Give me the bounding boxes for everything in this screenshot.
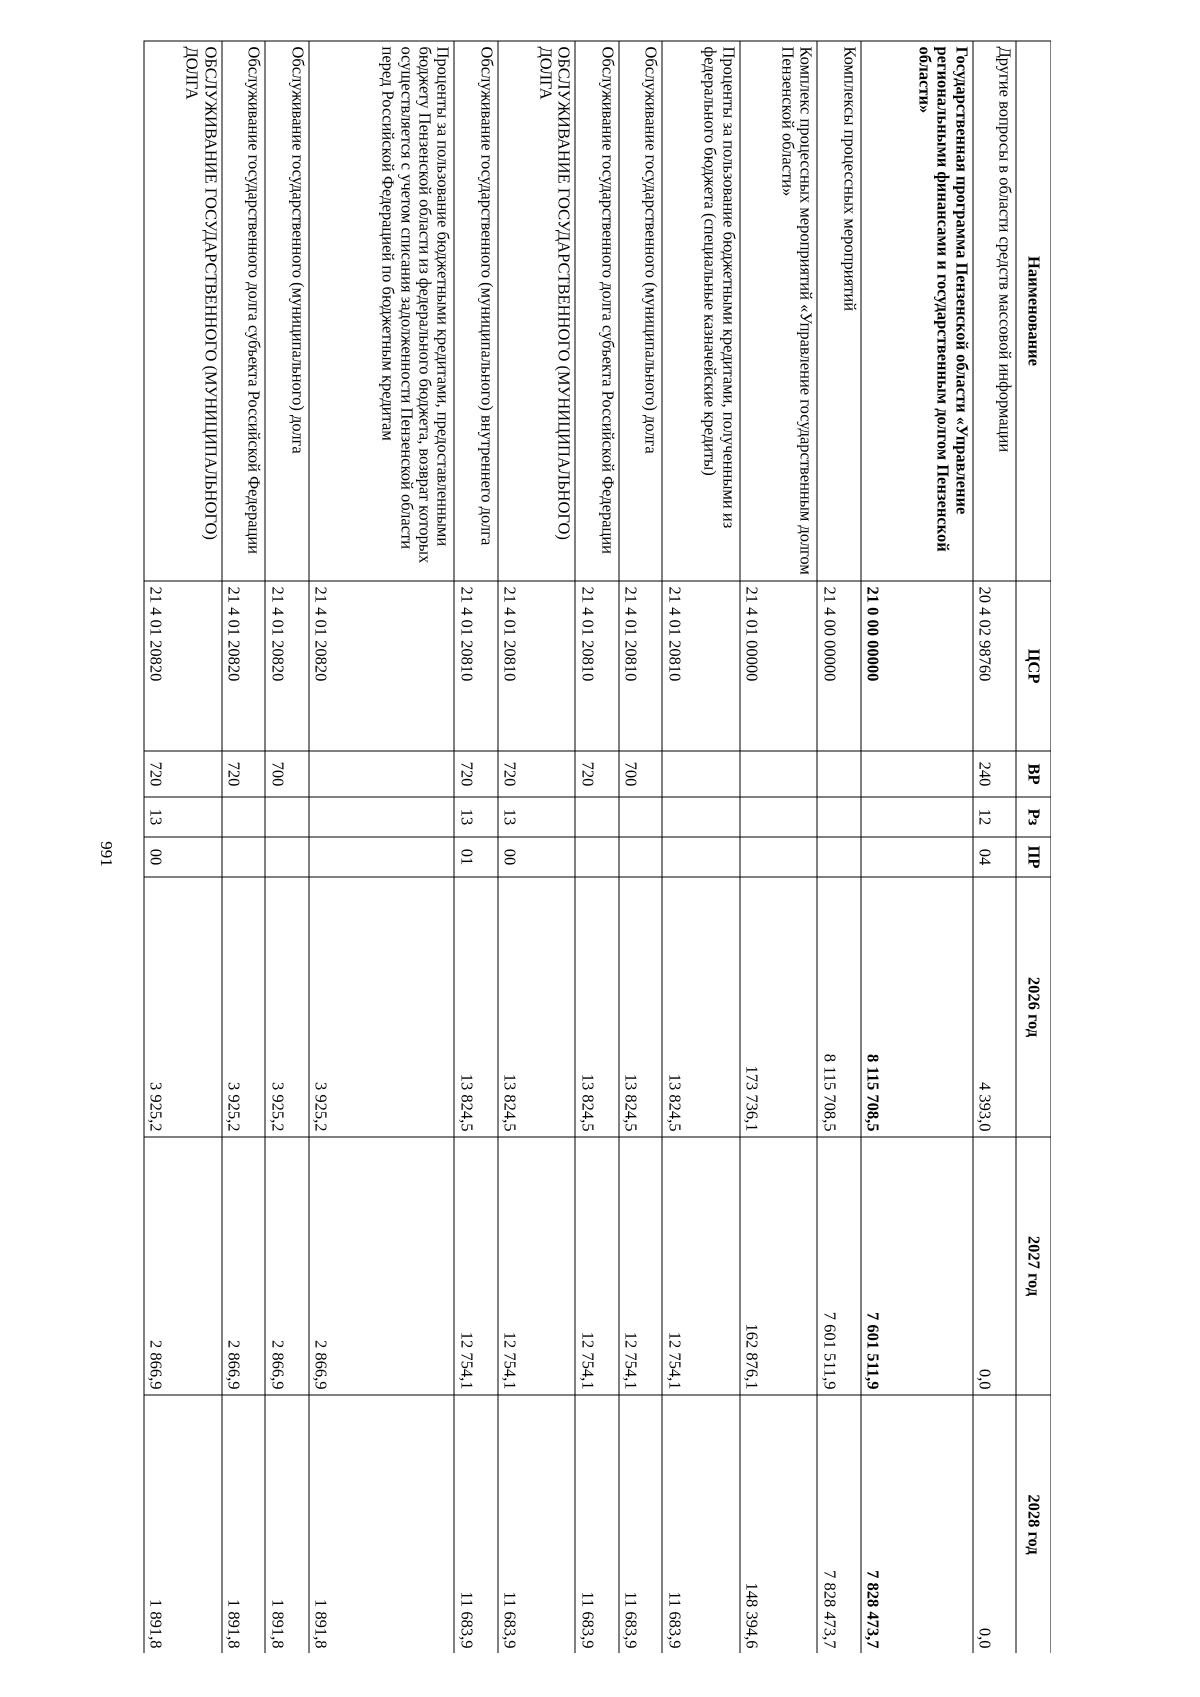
table-row (308, 41, 454, 1654)
row-csr: 21 4 01 20820 (144, 581, 222, 751)
row-rz (265, 797, 308, 837)
header-csr: ЦСР (1016, 581, 1051, 751)
row-2026: 3 925,2 (221, 877, 264, 1137)
header-2028: 2028 год (1016, 1395, 1051, 1654)
row-pr (221, 837, 264, 877)
row-csr: 21 4 00 00000 (817, 581, 860, 751)
row-2028: 7 828 473,7 (860, 1395, 972, 1654)
row-pr (618, 837, 661, 877)
row-pr (265, 837, 308, 877)
row-name: Проценты за пользование бюджетными кредитами, полученными из федерального бюджета (специальные казначейские кредиты) (662, 41, 740, 581)
row-2028: 0,0 (972, 1395, 1015, 1654)
row-csr: 21 4 01 20820 (265, 581, 308, 751)
header-name: Наименование (1016, 41, 1051, 581)
row-vr: 700 (265, 751, 308, 797)
row-2027: 2 866,9 (144, 1137, 222, 1395)
row-pr (817, 837, 860, 877)
row-rz (221, 797, 264, 837)
row-2027: 12 754,1 (497, 1137, 575, 1395)
row-2026: 4 393,0 (972, 877, 1015, 1137)
row-2028: 11 683,9 (662, 1395, 740, 1654)
row-vr (860, 751, 972, 797)
row-2028: 1 891,8 (144, 1395, 222, 1654)
row-vr (662, 751, 740, 797)
row-2027: 2 866,9 (308, 1137, 454, 1395)
row-2027: 12 754,1 (618, 1137, 661, 1395)
row-name: Комплекс процессных мероприятий «Управление государственным долгом Пензенской области» (739, 41, 817, 581)
table-header-row (1016, 41, 1051, 1654)
row-pr (308, 837, 454, 877)
row-2027: 2 866,9 (265, 1137, 308, 1395)
row-2028: 1 891,8 (265, 1395, 308, 1654)
table-row (454, 41, 497, 1654)
row-2028: 148 394,6 (739, 1395, 817, 1654)
row-rz: 12 (972, 797, 1015, 837)
header-2026: 2026 год (1016, 877, 1051, 1137)
row-csr: 21 4 01 20810 (575, 581, 618, 751)
row-rz (739, 797, 817, 837)
row-csr: 21 4 01 20810 (497, 581, 575, 751)
row-rz (860, 797, 972, 837)
row-csr: 20 4 02 98760 (972, 581, 1015, 751)
row-2027: 12 754,1 (454, 1137, 497, 1395)
row-csr: 21 4 01 20820 (308, 581, 454, 751)
row-name: Обслуживание государственного долга субъекта Российской Федерации (221, 41, 264, 581)
row-2026: 13 824,5 (497, 877, 575, 1137)
row-csr: 21 4 01 20810 (618, 581, 661, 751)
row-rz: 13 (144, 797, 222, 837)
table-row (618, 41, 661, 1654)
table-row (575, 41, 618, 1654)
header-vr: ВР (1016, 751, 1051, 797)
row-pr: 00 (497, 837, 575, 877)
row-csr: 21 4 01 00000 (739, 581, 817, 751)
row-vr: 700 (618, 751, 661, 797)
table-row (221, 41, 264, 1654)
row-vr (308, 751, 454, 797)
row-2026: 8 115 708,5 (860, 877, 972, 1137)
row-2026: 3 925,2 (144, 877, 222, 1137)
row-2027: 12 754,1 (662, 1137, 740, 1395)
row-rz (817, 797, 860, 837)
row-vr: 720 (221, 751, 264, 797)
row-csr: 21 4 01 20810 (454, 581, 497, 751)
row-2027: 7 601 511,9 (817, 1137, 860, 1395)
row-2028: 11 683,9 (454, 1395, 497, 1654)
row-rz (662, 797, 740, 837)
row-rz: 13 (454, 797, 497, 837)
row-rz (618, 797, 661, 837)
header-rz: Рз (1016, 797, 1051, 837)
row-2026: 13 824,5 (618, 877, 661, 1137)
row-2028: 7 828 473,7 (817, 1395, 860, 1654)
row-2026: 3 925,2 (265, 877, 308, 1137)
row-2027: 12 754,1 (575, 1137, 618, 1395)
row-vr: 720 (144, 751, 222, 797)
row-vr: 240 (972, 751, 1015, 797)
row-2026: 8 115 708,5 (817, 877, 860, 1137)
row-vr: 720 (575, 751, 618, 797)
row-rz (308, 797, 454, 837)
row-vr (817, 751, 860, 797)
row-pr (662, 837, 740, 877)
table-row (739, 41, 817, 1654)
budget-table-container (143, 40, 1051, 1653)
table-row (144, 41, 222, 1654)
row-name: Обслуживание государственного (муниципального) внутреннего долга (454, 41, 497, 581)
row-pr: 04 (972, 837, 1015, 877)
row-2028: 11 683,9 (618, 1395, 661, 1654)
row-pr (860, 837, 972, 877)
row-2027: 2 866,9 (221, 1137, 264, 1395)
page-number: 991 (97, 841, 116, 867)
row-2027: 0,0 (972, 1137, 1015, 1395)
rotated-table-frame (143, 40, 1051, 1653)
row-2027: 7 601 511,9 (860, 1137, 972, 1395)
row-csr: 21 4 01 20810 (662, 581, 740, 751)
row-vr: 720 (454, 751, 497, 797)
row-name: ОБСЛУЖИВАНИЕ ГОСУДАРСТВЕННОГО (МУНИЦИПАЛЬНОГО) ДОЛГА (144, 41, 222, 581)
row-pr: 01 (454, 837, 497, 877)
row-2026: 3 925,2 (308, 877, 454, 1137)
row-csr: 21 4 01 20820 (221, 581, 264, 751)
row-pr: 00 (144, 837, 222, 877)
row-name: ОБСЛУЖИВАНИЕ ГОСУДАРСТВЕННОГО (МУНИЦИПАЛЬНОГО) ДОЛГА (497, 41, 575, 581)
row-name: Государственная программа Пензенской области «Управление региональными финансами и государственным долгом Пензенской области» (860, 41, 972, 581)
row-name: Комплексы процессных мероприятий (817, 41, 860, 581)
row-name: Обслуживание государственного долга субъекта Российской Федерации (575, 41, 618, 581)
row-name: Другие вопросы в области средств массовой информации (972, 41, 1015, 581)
table-row (265, 41, 308, 1654)
row-rz: 13 (497, 797, 575, 837)
row-name: Проценты за пользование бюджетными кредитами, предоставленными бюджету Пензенской области из федерального бюджета, возврат которых осуществляется с учетом списания задолженности Пензенской области перед Российской Федерацией по бюджетным кредитам (308, 41, 454, 581)
row-name: Обслуживание государственного (муниципального) долга (265, 41, 308, 581)
row-2028: 11 683,9 (575, 1395, 618, 1654)
row-pr (739, 837, 817, 877)
row-2026: 173 736,1 (739, 877, 817, 1137)
table-row (860, 41, 972, 1654)
row-2026: 13 824,5 (575, 877, 618, 1137)
row-2028: 1 891,8 (308, 1395, 454, 1654)
row-vr (739, 751, 817, 797)
row-name: Обслуживание государственного (муниципального) долга (618, 41, 661, 581)
row-2028: 1 891,8 (221, 1395, 264, 1654)
row-2027: 162 876,1 (739, 1137, 817, 1395)
row-pr (575, 837, 618, 877)
row-vr: 720 (497, 751, 575, 797)
row-2026: 13 824,5 (454, 877, 497, 1137)
table-row (972, 41, 1015, 1654)
row-2026: 13 824,5 (662, 877, 740, 1137)
row-csr: 21 0 00 00000 (860, 581, 972, 751)
row-rz (575, 797, 618, 837)
header-2027: 2027 год (1016, 1137, 1051, 1395)
header-pr: ПР (1016, 837, 1051, 877)
row-2028: 11 683,9 (497, 1395, 575, 1654)
budget-table (143, 40, 1051, 1653)
table-row (817, 41, 860, 1654)
table-row (662, 41, 740, 1654)
table-row (497, 41, 575, 1654)
